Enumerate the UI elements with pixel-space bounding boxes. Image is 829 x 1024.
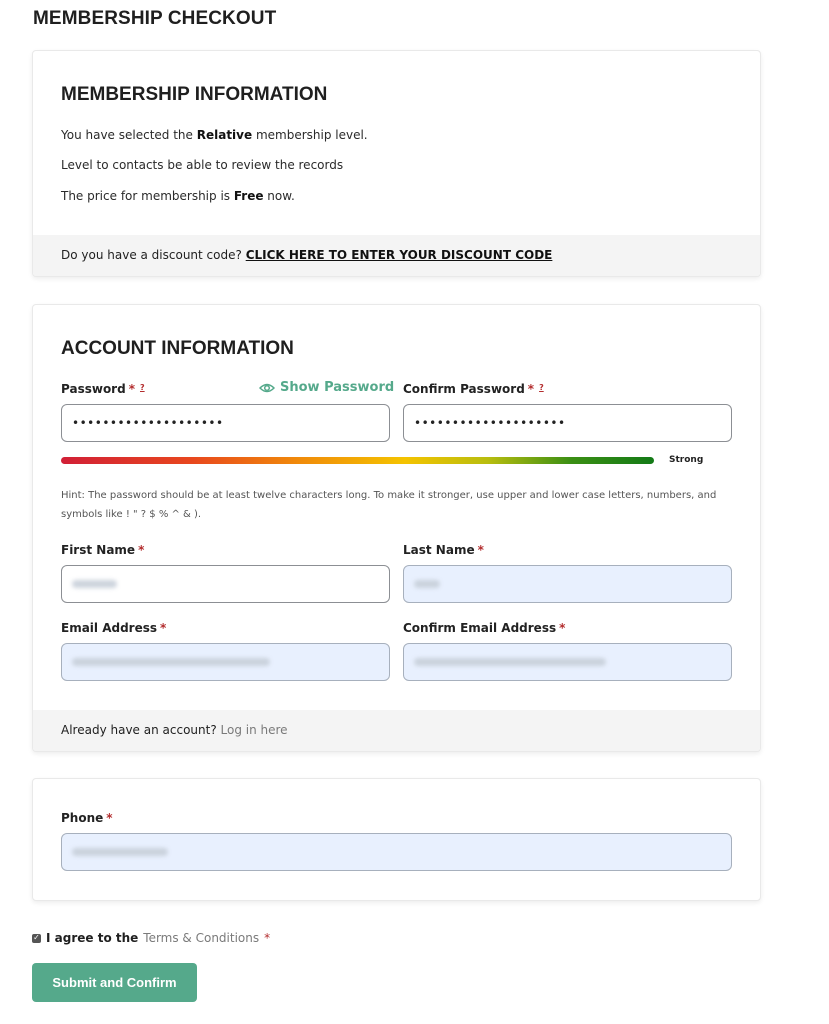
- page-title: MEMBERSHIP CHECKOUT: [33, 8, 277, 29]
- discount-bar: [33, 235, 760, 276]
- eye-icon: [259, 382, 275, 394]
- membership-card: [32, 50, 761, 277]
- confirm-email-input[interactable]: [403, 643, 732, 681]
- terms-checkbox[interactable]: ✓: [33, 933, 40, 942]
- login-prompt: Already have an account?: [61, 723, 221, 737]
- login-bar: [33, 710, 760, 751]
- phone-label: Phone *: [61, 811, 113, 825]
- account-card: [32, 304, 761, 752]
- account-section-title: ACCOUNT INFORMATION: [61, 338, 294, 359]
- show-password-toggle[interactable]: [259, 380, 394, 395]
- show-password-label: Show Password: [280, 380, 395, 395]
- discount-question: Do you have a discount code?: [61, 248, 246, 262]
- price-value: Free: [233, 189, 264, 203]
- membership-section-title: MEMBERSHIP INFORMATION: [61, 84, 328, 105]
- first-name-input[interactable]: [61, 565, 390, 603]
- membership-level-name: Relative: [196, 128, 253, 142]
- last-name-label: Last Name *: [403, 543, 484, 557]
- password-hint: Hint: The password should be at least twelve characters long. To make it stronger, use upper and lower case letters, numbers, and symbols like ! " ? $ % ^ & ).: [61, 490, 717, 520]
- level-description: Level to contacts be able to review the records: [61, 158, 344, 172]
- first-name-label: First Name *: [61, 543, 145, 557]
- terms-link[interactable]: Terms & Conditions: [143, 931, 260, 945]
- terms-required-mark: *: [264, 931, 271, 945]
- selected-level-text: You have selected the Relative membership level.: [61, 128, 368, 142]
- email-label: Email Address *: [61, 621, 167, 635]
- submit-button[interactable]: Submit and Confirm: [32, 963, 197, 1002]
- password-strength-label: Strong: [669, 455, 704, 465]
- password-help-link[interactable]: ?: [139, 383, 145, 392]
- password-label: Password * ?: [61, 382, 145, 396]
- confirm-password-label: Confirm Password * ?: [403, 382, 544, 396]
- phone-card: [32, 778, 761, 901]
- terms-agreement: [32, 931, 270, 945]
- login-link[interactable]: Log in here: [220, 723, 288, 737]
- confirm-password-help-link[interactable]: ?: [539, 383, 544, 392]
- discount-code-link[interactable]: CLICK HERE TO ENTER YOUR DISCOUNT CODE: [245, 248, 553, 262]
- phone-input[interactable]: [61, 833, 732, 871]
- confirm-password-input[interactable]: ••••••••••••••••••••: [403, 404, 732, 442]
- email-input[interactable]: [61, 643, 390, 681]
- terms-prefix: I agree to the: [46, 931, 139, 945]
- password-input[interactable]: ••••••••••••••••••••: [61, 404, 390, 442]
- confirm-email-label: Confirm Email Address *: [403, 621, 566, 635]
- price-text: The price for membership is Free now.: [61, 189, 295, 203]
- last-name-input[interactable]: [403, 565, 732, 603]
- password-strength-meter: [61, 457, 654, 464]
